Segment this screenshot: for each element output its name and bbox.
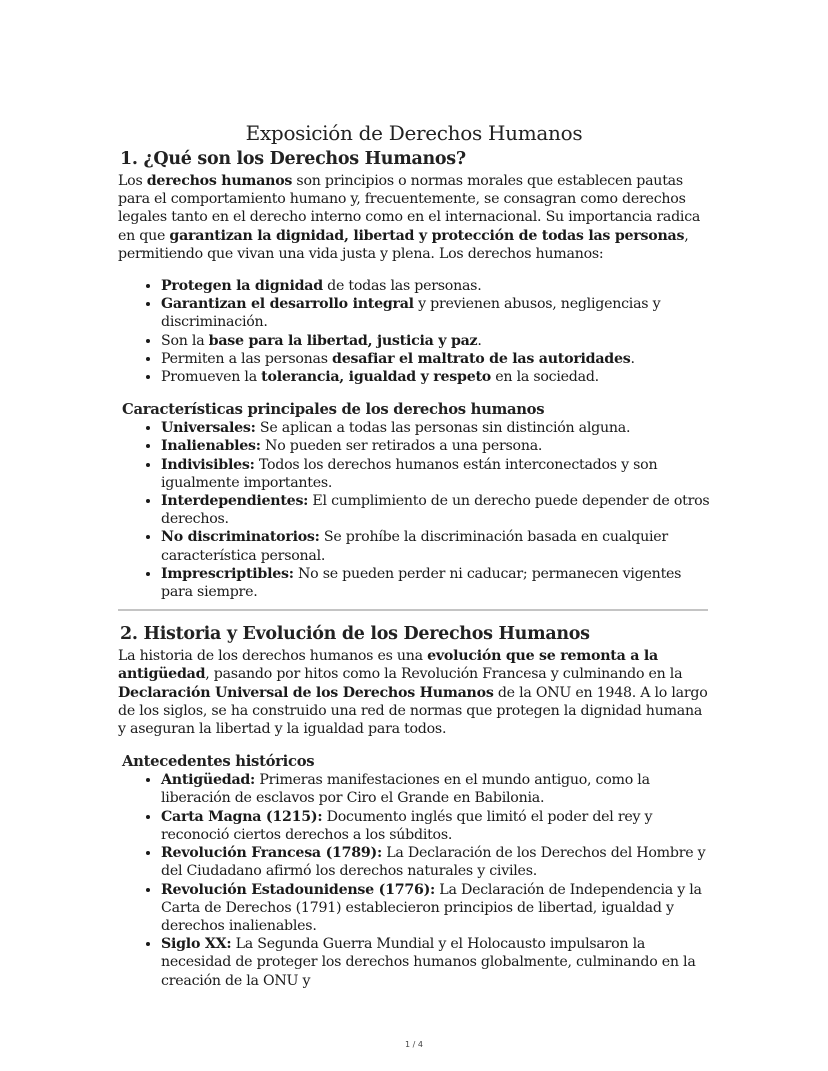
list-item xyxy=(161,808,710,844)
list-item xyxy=(161,492,710,528)
section-1-intro xyxy=(118,172,710,263)
item-text: Primeras manifestaciones en el mundo antiguo, como la liberación de esclavos por Ciro el Grande en Babilonia. xyxy=(161,772,650,807)
item-text: El cumplimiento de un derecho puede depender de otros derechos. xyxy=(161,493,710,528)
item-text: No pueden ser retirados a una persona. xyxy=(260,438,543,455)
item-label: Universales: xyxy=(161,420,256,437)
item-label: Antigüedad: xyxy=(161,772,256,789)
list-item xyxy=(161,419,710,437)
section-2-heading: 2. Historia y Evolución de los Derechos Humanos xyxy=(120,624,590,645)
item-label: Inalienables: xyxy=(161,438,261,455)
list-item xyxy=(161,844,710,880)
bold-text: evolución que se remonta a la antigüedad xyxy=(118,648,658,683)
bold-text: derechos humanos xyxy=(146,173,293,189)
text: , pasando por hitos como la Revolución Francesa y culminando en la xyxy=(205,666,683,683)
text: son principios o normas morales que establecen pautas para el comportamiento humano y, frecuentemente, se consagran como derechos legales tanto en el derecho interno como en el internacional. Su importancia radica en que xyxy=(118,173,701,244)
text: Los xyxy=(118,173,147,189)
characteristics-heading: Características principales de los derechos humanos xyxy=(122,401,545,419)
section-2-intro xyxy=(118,647,710,738)
list-item xyxy=(161,771,710,807)
item-text: No se pueden perder ni caducar; permanecen vigentes para siempre. xyxy=(161,565,682,601)
item-label: Siglo XX: xyxy=(161,936,232,953)
list-item xyxy=(161,437,710,455)
text: y previenen abusos, negligencias y discriminación. xyxy=(161,296,661,331)
antecedents-heading: Antecedentes históricos xyxy=(122,753,315,771)
item-text: Se prohíbe la discriminación basada en cualquier característica personal. xyxy=(161,529,668,564)
section-1-heading: 1. ¿Qué son los Derechos Humanos? xyxy=(120,149,466,169)
document-page xyxy=(118,120,710,990)
bold-text: Declaración Universal de los Derechos Humanos xyxy=(118,684,494,701)
bold-text: garantizan la dignidad, libertad y protección de todas las personas xyxy=(169,227,685,244)
spacer xyxy=(118,738,710,752)
item-label: No discriminatorios: xyxy=(161,529,320,546)
text: La historia de los derechos humanos es una xyxy=(118,648,428,665)
list-item xyxy=(161,935,710,990)
spacer xyxy=(118,386,710,400)
item-text: La Segunda Guerra Mundial y el Holocausto impulsaron la necesidad de proteger los derechos humanos globalmente, culminando en la creación de la ONU y xyxy=(161,936,696,989)
list-item xyxy=(161,277,710,295)
item-text: Todos los derechos humanos están interconectados y son igualmente importantes. xyxy=(161,456,658,491)
list-item xyxy=(161,528,710,564)
text: de la ONU en 1948. A lo largo de los siglos, se ha construido una red de normas que protegen la dignidad humana y aseguran la libertad y la igualdad para todos. xyxy=(118,684,708,738)
list-item xyxy=(161,368,710,386)
list-item xyxy=(161,295,710,331)
text: , permitiendo que vivan una vida justa y plena. Los derechos humanos: xyxy=(118,227,689,262)
section-divider xyxy=(118,609,708,611)
bold-text: base para la libertad, justicia y paz xyxy=(208,332,478,349)
item-text: La Declaración de los Derechos del Hombre y del Ciudadano afirmó los derechos naturales y civiles. xyxy=(161,845,706,880)
list-item xyxy=(161,350,710,368)
list-item xyxy=(161,565,710,601)
list-item xyxy=(161,332,710,350)
document-title: Exposición de Derechos Humanos xyxy=(245,121,583,145)
text: en la sociedad. xyxy=(491,369,599,386)
list-item xyxy=(161,881,710,936)
item-label: Indivisibles: xyxy=(161,456,255,473)
list-item xyxy=(161,456,710,492)
item-text: Documento inglés que limitó el poder del rey y reconoció ciertos derechos a los súbditos. xyxy=(161,808,653,843)
bold-text: Garantizan el desarrollo integral xyxy=(161,296,414,313)
item-text: La Declaración de Independencia y la Carta de Derechos (1791) establecieron principios de libertad, igualdad y derechos inalienables. xyxy=(161,881,702,934)
rights-bullet-list xyxy=(118,277,710,386)
text: Son la xyxy=(161,332,209,349)
text: . xyxy=(477,332,482,349)
bold-text: desafiar el maltrato de las autoridades xyxy=(332,350,631,367)
item-label: Interdependientes: xyxy=(161,493,309,510)
text: de todas las personas. xyxy=(322,278,482,295)
page-indicator: 1 / 4 xyxy=(405,1040,423,1049)
item-label: Imprescriptibles: xyxy=(161,565,294,582)
spacer xyxy=(118,263,710,277)
bold-text: tolerancia, igualdad y respeto xyxy=(261,369,492,386)
text: Promueven la xyxy=(161,369,262,386)
antecedents-list xyxy=(118,771,710,989)
item-label: Revolución Francesa (1789): xyxy=(161,845,382,862)
item-label: Carta Magna (1215): xyxy=(161,808,323,825)
characteristics-list xyxy=(118,419,710,601)
text: . xyxy=(630,350,635,367)
bold-text: Protegen la dignidad xyxy=(161,278,323,295)
text: Permiten a las personas xyxy=(161,350,333,367)
item-label: Revolución Estadounidense (1776): xyxy=(161,881,436,898)
item-text: Se aplican a todas las personas sin distinción alguna. xyxy=(255,420,631,437)
